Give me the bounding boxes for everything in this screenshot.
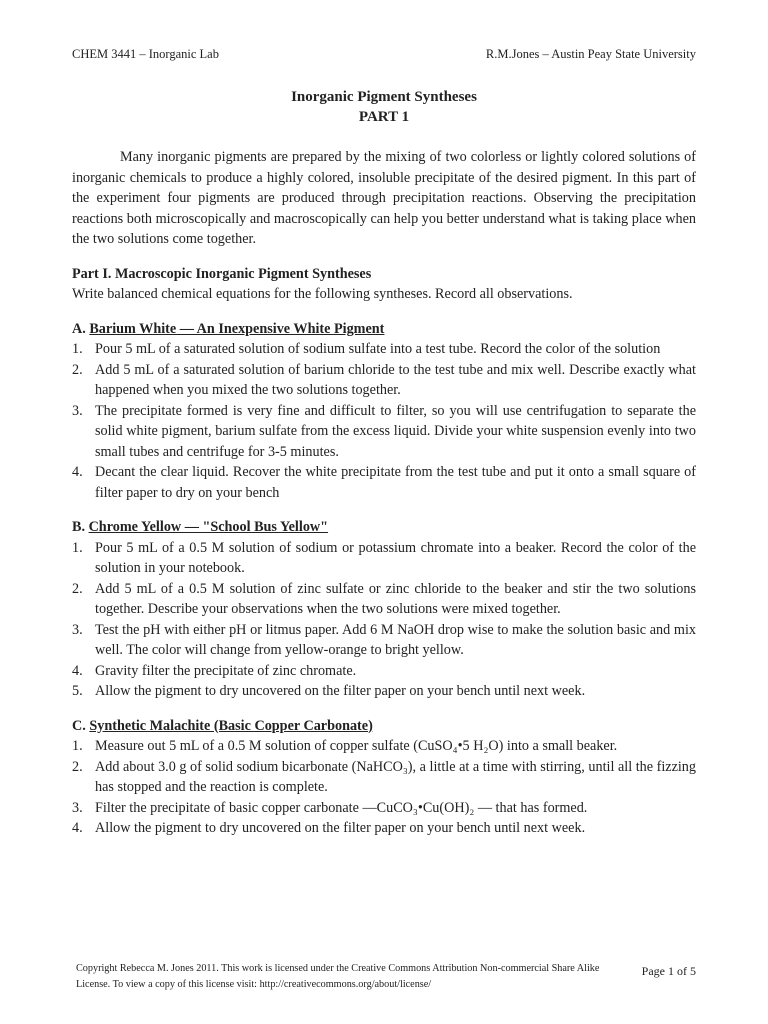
section-c-title: Synthetic Malachite (Basic Copper Carbonate) [89,717,373,734]
section-b-heading [72,517,696,538]
step-text: Pour 5 mL of a saturated solution of sodium sulfate into a test tube. Record the color of the solution [95,341,661,357]
list-item [72,579,696,620]
step-text: The precipitate formed is very fine and difficult to filter, so you will use centrifugation to separate the solid white pigment, barium sulfate from the excess liquid. Divide your white suspension evenly into two small tubes and centrifuge for 3-5 minutes. [95,402,696,460]
section-b-steps [72,538,696,702]
step-number: 2. [72,758,83,775]
step-number: 3. [72,402,83,419]
section-c-heading [72,716,696,737]
step-number: 4. [72,464,83,480]
list-item [72,736,696,757]
step-number: 1. [72,738,83,754]
step-text: Filter the precipitate of basic copper carbonate —CuCO₃•Cu(OH)₂ — that has formed. [95,799,588,816]
step-number: 1. [72,341,83,357]
page-footer [76,961,696,993]
step-number: 2. [72,580,83,597]
section-a-heading [72,319,696,340]
intro-paragraph: Many inorganic pigments are prepared by the mixing of two colorless or lightly colored solutions of inorganic chemicals to produce a highly colored, insoluble precipitate of the desired pigment. In this part of the experiment four pigments are produced through precipitation reactions. Observing the precipitation reactions both microscopically and macroscopically can help you better understand what is taking place when the two solutions come together. [72,149,696,247]
section-c [72,716,696,839]
list-item [72,661,696,682]
section-b-title: Chrome Yellow — "School Bus Yellow" [88,519,329,535]
page-number: Page 1 of 5 [641,964,696,978]
step-number: 4. [72,662,83,679]
document-page [72,0,696,1024]
section-a-title: Barium White — An Inexpensive White Pigment [89,320,385,337]
list-item [72,620,696,661]
section-b [72,517,696,702]
step-text: Measure out 5 mL of a 0.5 M solution of copper sulfate (CuSO₄•5 H₂O) into a small beaker. [95,738,618,754]
list-item [72,339,696,360]
list-item [72,538,696,579]
step-text: Decant the clear liquid. Recover the white precipitate from the test tube and put it onto a small square of filter paper to dry on your bench [95,464,696,501]
part1-block [72,264,696,305]
list-item [72,757,696,798]
step-number: 3. [72,621,83,638]
title-line-2: PART 1 [358,109,410,125]
section-b-letter: B. [72,519,89,535]
step-text: Add about 3.0 g of solid sodium bicarbonate (NaHCO₃), a little at a time with stirring, until all the fizzing has stopped and the reaction is complete. [95,758,696,795]
page-header [72,47,696,62]
section-c-letter: C. [72,717,90,734]
step-number: 5. [72,683,83,699]
section-a [72,319,696,504]
copyright-notice: Copyright Rebecca M. Jones 2011. This work is licensed under the Creative Commons Attribution Non-commercial Share Alike License. To view a copy of this license visit: http://creativecommons.org/about/license/ [76,963,600,990]
section-c-steps [72,736,696,839]
step-number: 1. [72,539,83,556]
step-text: Allow the pigment to dry uncovered on the filter paper on your bench until next week. [95,683,586,699]
list-item [72,462,696,503]
step-text: Test the pH with either pH or litmus paper. Add 6 M NaOH drop wise to make the solution basic and mix well. The color will change from yellow-orange to bright yellow. [95,621,696,658]
step-number: 2. [72,361,83,378]
header-course: CHEM 3441 – Inorganic Lab [72,47,219,61]
title-line-1: Inorganic Pigment Syntheses [291,89,477,105]
section-a-steps [72,339,696,503]
section-a-letter: A. [72,320,90,337]
step-number: 3. [72,799,83,816]
step-text: Add 5 mL of a saturated solution of barium chloride to the test tube and mix well. Describe exactly what happened when you mixed the two solutions together. [95,361,696,398]
header-author: R.M.Jones – Austin Peay State University [485,47,696,61]
step-text: Add 5 mL of a 0.5 M solution of zinc sulfate or zinc chloride to the beaker and stir the two solutions together. Describe your observations when the two solutions were mixed together. [95,580,696,617]
step-number: 4. [72,820,83,836]
document-body [72,147,696,839]
list-item [72,798,696,819]
list-item [72,360,696,401]
document-title [72,87,696,127]
part1-heading: Part I. Macroscopic Inorganic Pigment Syntheses [72,265,372,282]
list-item [72,681,696,702]
list-item [72,401,696,463]
step-text: Pour 5 mL of a 0.5 M solution of sodium or potassium chromate into a beaker. Record the color of the solution in your notebook. [95,539,696,576]
step-text: Allow the pigment to dry uncovered on the filter paper on your bench until next week. [95,820,586,836]
part1-instructions: Write balanced chemical equations for the following syntheses. Record all observations. [72,286,573,302]
list-item [72,818,696,839]
step-text: Gravity filter the precipitate of zinc chromate. [95,662,357,679]
